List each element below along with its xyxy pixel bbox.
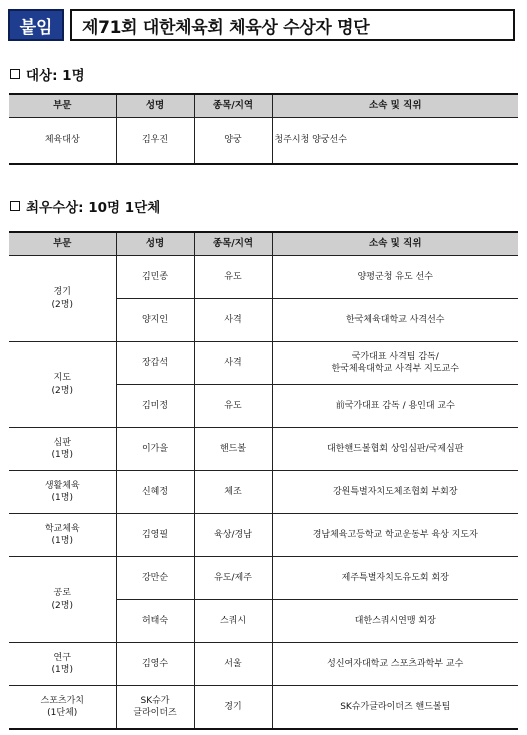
sport-cell: 스쿼시 <box>194 600 272 643</box>
table-header-row <box>9 94 518 118</box>
table-row <box>9 342 518 385</box>
document-header <box>8 9 515 41</box>
name-cell: SK슈가 글라이더즈 <box>116 686 194 729</box>
affiliation-cell: SK슈가글라이더즈 핸드볼팀 <box>272 686 518 729</box>
affiliation-cell: 경남체육고등학교 학교운동부 육상 지도자 <box>272 514 518 557</box>
checkbox-square-icon <box>10 201 20 211</box>
category-cell: 학교체육 (1명) <box>9 514 116 557</box>
sport-cell: 유도 <box>194 256 272 299</box>
name-cell: 김미정 <box>116 385 194 428</box>
category-cell: 연구 (1명) <box>9 643 116 686</box>
table-row <box>9 557 518 600</box>
sport-cell: 사격 <box>194 299 272 342</box>
sport-cell: 유도 <box>194 385 272 428</box>
name-cell: 양지인 <box>116 299 194 342</box>
name-cell: 강만순 <box>116 557 194 600</box>
affiliation-cell: 대한핸드볼협회 상임심판/국제심판 <box>272 428 518 471</box>
excellence-table <box>9 231 518 730</box>
category-cell: 지도 (2명) <box>9 342 116 428</box>
grand-prize-table <box>9 93 518 165</box>
category-cell: 경기 (2명) <box>9 256 116 342</box>
table-row <box>9 686 518 729</box>
table-row <box>9 643 518 686</box>
attachment-badge: 붙임 <box>8 9 64 41</box>
column-header: 종목/지역 <box>194 232 272 256</box>
affiliation-cell: 제주특별자치도유도회 회장 <box>272 557 518 600</box>
affiliation-cell: 前국가대표 감독 / 용인대 교수 <box>272 385 518 428</box>
affiliation-cell: 한국체육대학교 사격선수 <box>272 299 518 342</box>
column-header: 부문 <box>9 232 116 256</box>
category-cell: 생활체육 (1명) <box>9 471 116 514</box>
affiliation-cell: 대한스쿼시연맹 회장 <box>272 600 518 643</box>
name-cell: 이가을 <box>116 428 194 471</box>
column-header: 종목/지역 <box>194 94 272 118</box>
excellence-heading-text: 최우수상: 10명 1단체 <box>26 200 161 216</box>
name-cell: 신혜정 <box>116 471 194 514</box>
name-cell: 허태숙 <box>116 600 194 643</box>
affiliation-cell: 양평군청 유도 선수 <box>272 256 518 299</box>
name-cell: 김영수 <box>116 643 194 686</box>
affiliation-cell: 강원특별자치도체조협회 부회장 <box>272 471 518 514</box>
sport-cell: 사격 <box>194 342 272 385</box>
category-cell: 스포츠가치 (1단체) <box>9 686 116 729</box>
category-cell: 체육대상 <box>9 118 116 164</box>
affiliation-cell: 국가대표 사격팀 감독/ 한국체육대학교 사격부 지도교수 <box>272 342 518 385</box>
sport-cell: 체조 <box>194 471 272 514</box>
sport-cell: 육상/경남 <box>194 514 272 557</box>
table-row <box>9 514 518 557</box>
name-cell: 김우진 <box>116 118 194 164</box>
affiliation-cell: 청주시청 양궁선수 <box>272 118 518 164</box>
sport-cell: 서울 <box>194 643 272 686</box>
name-cell: 김민종 <box>116 256 194 299</box>
excellence-heading <box>10 196 160 216</box>
name-cell: 김영필 <box>116 514 194 557</box>
table-row <box>9 471 518 514</box>
name-cell: 장갑석 <box>116 342 194 385</box>
column-header: 소속 및 직위 <box>272 232 518 256</box>
checkbox-square-icon <box>10 69 20 79</box>
page-title: 제71회 대한체육회 체육상 수상자 명단 <box>70 9 515 41</box>
sport-cell: 핸드볼 <box>194 428 272 471</box>
sport-cell: 유도/제주 <box>194 557 272 600</box>
table-row <box>9 118 518 164</box>
column-header: 성명 <box>116 232 194 256</box>
table-header-row <box>9 232 518 256</box>
table-row <box>9 428 518 471</box>
column-header: 소속 및 직위 <box>272 94 518 118</box>
table-row <box>9 256 518 299</box>
column-header: 성명 <box>116 94 194 118</box>
category-cell: 심판 (1명) <box>9 428 116 471</box>
affiliation-cell: 성신여자대학교 스포츠과학부 교수 <box>272 643 518 686</box>
category-cell: 공로 (2명) <box>9 557 116 643</box>
grand-prize-heading <box>10 64 85 84</box>
column-header: 부문 <box>9 94 116 118</box>
grand-prize-heading-text: 대상: 1명 <box>26 68 85 84</box>
sport-cell: 양궁 <box>194 118 272 164</box>
sport-cell: 경기 <box>194 686 272 729</box>
